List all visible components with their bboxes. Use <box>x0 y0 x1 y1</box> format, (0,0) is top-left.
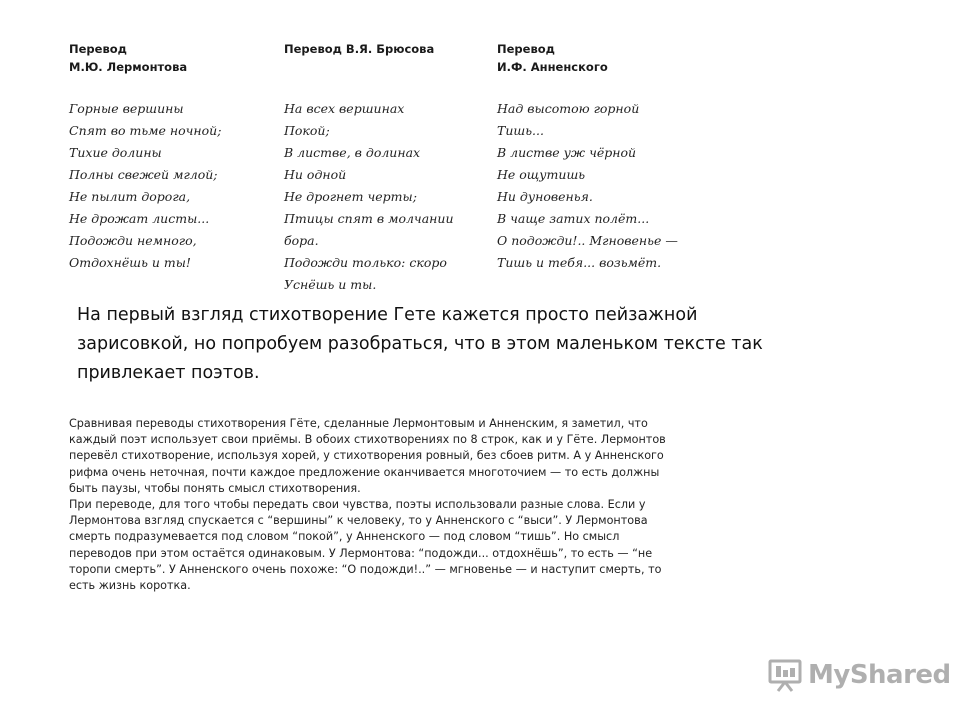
essay-line: перевёл стихотворение, используя хорей, у стихотворения ровный, без сбоев ритм. А у Анненского <box>69 449 664 463</box>
essay-paragraph <box>69 416 789 594</box>
poem-line: бора. <box>284 233 319 248</box>
poem-line: Не дрогнет черты; <box>284 189 417 204</box>
poem-line: На всех вершинах <box>284 101 405 116</box>
poem-line: Горные вершины <box>69 101 184 116</box>
poem-text <box>69 98 279 274</box>
poem-line: Подожди немного, <box>69 233 197 248</box>
poem-line: Ни дуновенья. <box>497 189 593 204</box>
poem-line: В листве уж чёрной <box>497 145 637 160</box>
column-heading-line: Перевод <box>497 42 555 56</box>
poem-line: Отдохнёшь и ты! <box>69 255 191 270</box>
poem-line: В чаще затих полёт... <box>497 211 650 226</box>
intro-line: привлекает поэтов. <box>77 363 260 383</box>
poem-line: Тихие долины <box>69 145 162 160</box>
myshared-watermark <box>768 655 951 695</box>
column-heading <box>69 40 279 76</box>
poem-line: Не дрожат листы... <box>69 211 210 226</box>
poem-line: Птицы спят в молчании <box>284 211 454 226</box>
column-heading-line: М.Ю. Лермонтова <box>69 60 188 74</box>
column-heading-line: Перевод <box>69 42 127 56</box>
intro-line: На первый взгляд стихотворение Гете кажется просто пейзажной <box>77 305 698 325</box>
column-heading <box>497 40 707 76</box>
essay-line: При переводе, для того чтобы передать свои чувства, поэты использовали разные слова. Если у <box>69 498 646 512</box>
essay-line: Лермонтова взгляд спускается с “вершины” к человеку, то у Анненского с “выси”. У Лермонтова <box>69 514 648 528</box>
column-heading <box>284 40 494 76</box>
poem-line: Не пылит дорога, <box>69 189 191 204</box>
poem-line: Подожди только: скоро <box>284 255 447 270</box>
poem-line: Ни одной <box>284 167 347 182</box>
poem-line: Тишь и тебя... возьмёт. <box>497 255 662 270</box>
poem-line: Над высотою горной <box>497 101 640 116</box>
poem-line: В листве, в долинах <box>284 145 421 160</box>
translation-column-bryusov <box>284 40 494 296</box>
essay-line: торопи смерть”. У Анненского очень похоже: “О подожди!..” — мгновенье — и наступит смерть, то <box>69 562 662 576</box>
translation-column-annensky <box>497 40 707 274</box>
presentation-board-icon <box>768 658 804 692</box>
essay-line: переводов при этом остаётся одинаковым. У Лермонтова: “подожди... отдохнёшь”, то есть — “не <box>69 546 653 560</box>
column-heading-line: И.Ф. Анненского <box>497 60 608 74</box>
essay-line: рифма очень неточная, почти каждое предложение оканчивается многоточием — то есть должны <box>69 465 660 479</box>
poem-line: Уснёшь и ты. <box>284 277 377 292</box>
essay-line: Сравнивая переводы стихотворения Гёте, сделанные Лермонтовым и Анненским, я заметил, что <box>69 417 648 430</box>
essay-line: есть жизнь коротка. <box>69 579 191 593</box>
translation-column-lermontov <box>69 40 279 274</box>
intro-paragraph <box>77 301 867 388</box>
poem-line: Покой; <box>284 123 330 138</box>
poem-line: Спят во тьме ночной; <box>69 123 222 138</box>
poem-line: Не ощутишь <box>497 167 586 182</box>
essay-line: смерть подразумевается под словом “покой”, у Анненского — под словом “тишь”. Но смысл <box>69 530 620 544</box>
poem-text <box>497 98 707 274</box>
poem-line: Тишь... <box>497 123 544 138</box>
intro-line: зарисовкой, но попробуем разобраться, что в этом маленьком тексте так <box>77 334 763 354</box>
essay-line: каждый поэт использует свои приёмы. В обоих стихотворениях по 8 строк, как и у Гёте. Лермонтов <box>69 433 666 447</box>
watermark-text: MyShared <box>808 660 951 690</box>
column-heading-line: Перевод В.Я. Брюсова <box>284 42 435 56</box>
poem-line: Полны свежей мглой; <box>69 167 218 182</box>
poem-text <box>284 98 494 296</box>
essay-line: быть паузы, чтобы понять смысл стихотворения. <box>69 481 361 495</box>
poem-line: О подожди!.. Мгновенье — <box>497 233 678 248</box>
